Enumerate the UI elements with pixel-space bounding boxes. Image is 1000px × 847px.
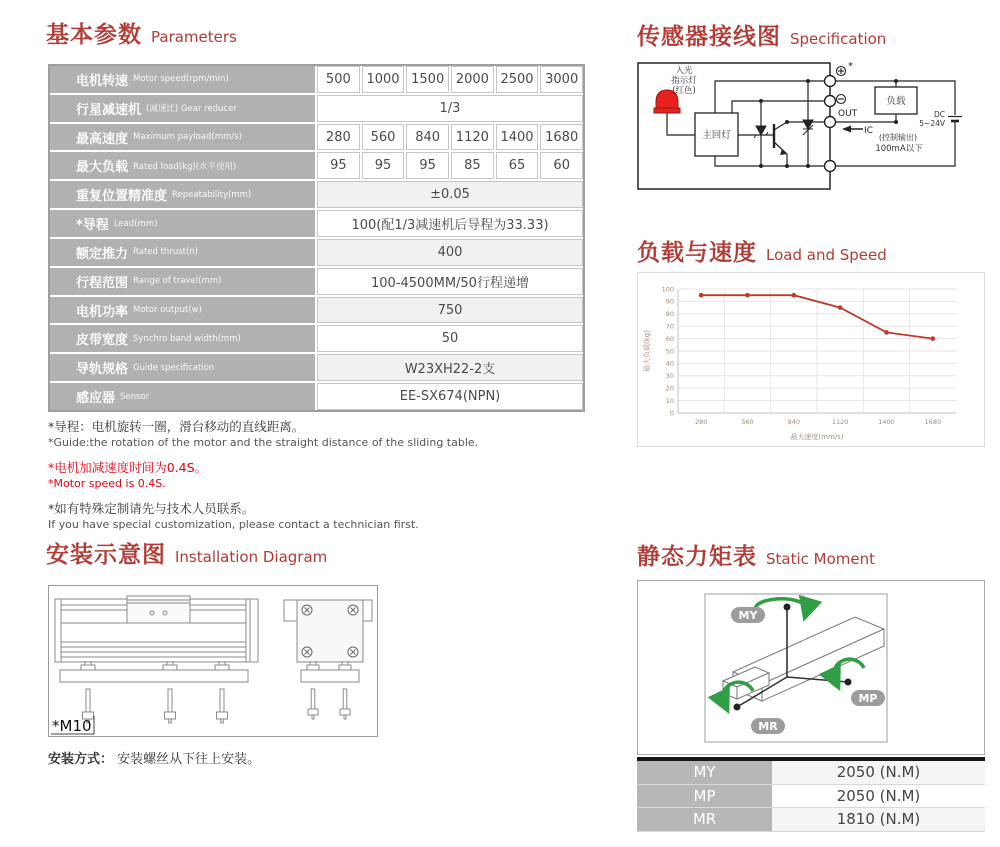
section-title-wiring <box>637 18 886 51</box>
main-lamp-label: 主回灯 <box>702 130 731 141</box>
param-cell: 3000 <box>540 66 583 93</box>
param-row <box>50 325 583 352</box>
param-cell: 840 <box>406 124 449 151</box>
param-label-zh: 重复位置精准度 <box>76 189 168 205</box>
title-en: Static Moment <box>766 550 876 568</box>
moment-row <box>637 761 985 785</box>
param-row <box>50 239 583 266</box>
param-label <box>50 95 315 122</box>
y-tick-label: 70 <box>665 322 674 331</box>
ic-arrow-icon <box>842 126 863 133</box>
param-cell: 1400 <box>496 124 539 151</box>
out-label: OUT <box>838 109 858 119</box>
led-label-1: 入光 <box>675 66 693 76</box>
param-label-en: Lead(mm) <box>113 218 158 229</box>
param-cell: 1500 <box>406 66 449 93</box>
param-cell: 2000 <box>451 66 494 93</box>
param-label-zh: 额定推力 <box>76 246 129 262</box>
param-values <box>317 66 583 93</box>
title-en: Specification <box>790 30 887 48</box>
param-label <box>50 268 315 295</box>
param-label <box>50 66 315 93</box>
dc-voltage-label: 5~24V <box>919 119 945 128</box>
load-speed-chart <box>637 272 985 447</box>
x-tick-label: 1680 <box>924 418 942 426</box>
param-row <box>50 354 583 381</box>
y-tick-label: 0 <box>669 409 674 418</box>
param-label-en: Motor output(w) <box>133 305 202 316</box>
param-row <box>50 383 583 410</box>
param-label-en: Repeatability(mm) <box>172 189 252 200</box>
param-values <box>317 239 583 266</box>
param-values <box>317 124 583 151</box>
dc-label: DC <box>933 110 945 119</box>
moment-rows <box>637 761 985 832</box>
y-tick-label: 30 <box>665 372 674 381</box>
title-zh: 基本参数 <box>46 22 142 48</box>
param-values <box>317 210 583 237</box>
param-label-zh: 感应器 <box>76 391 116 407</box>
title-en: Installation Diagram <box>175 548 328 566</box>
param-values <box>317 152 583 179</box>
actuator-side-view <box>55 596 258 662</box>
plus-star: * <box>848 61 853 72</box>
param-values <box>317 181 583 208</box>
static-moment-table <box>637 757 985 832</box>
param-cell: 2500 <box>496 66 539 93</box>
control-output-label: (控制输出) <box>878 133 918 142</box>
param-label-zh: 电机功率 <box>76 304 129 320</box>
footnote <box>48 458 588 490</box>
param-label <box>50 325 315 352</box>
param-cell: 750 <box>317 297 583 324</box>
title-en: Parameters <box>151 28 237 46</box>
param-cell: 1/3 <box>317 95 583 122</box>
param-cell: 95 <box>362 152 405 179</box>
footnote-en: If you have special customization, please contact a technician first. <box>48 518 419 531</box>
param-row <box>50 66 583 93</box>
param-row <box>50 95 583 122</box>
led-label-2: 指示灯 <box>671 76 697 86</box>
moment-label: MY <box>637 761 772 784</box>
y-tick-label: 60 <box>665 334 674 343</box>
param-label <box>50 210 315 237</box>
load-label: 负载 <box>886 96 906 107</box>
param-cell: W23XH22-2支 <box>317 354 583 381</box>
moment-label: MP <box>637 785 772 808</box>
param-cell: EE-SX674(NPN) <box>317 383 583 410</box>
x-tick-label: 1120 <box>831 418 849 426</box>
param-values <box>317 268 583 295</box>
footnote-en: *Motor speed is 0.4S. <box>48 477 166 490</box>
data-point <box>884 330 889 335</box>
param-cell: ±0.05 <box>317 181 583 208</box>
y-tick-label: 90 <box>665 297 674 306</box>
title-zh: 安装示意图 <box>46 542 166 568</box>
actuator-end-view <box>284 600 372 662</box>
footnotes <box>48 417 588 540</box>
installation-caption <box>48 748 260 767</box>
y-tick-label: 40 <box>665 359 674 368</box>
param-cell: 400 <box>317 239 583 266</box>
param-cell: 95 <box>317 152 360 179</box>
data-point <box>745 293 750 298</box>
param-cell: 85 <box>451 152 494 179</box>
x-tick-label: 840 <box>787 418 801 426</box>
section-title-installation <box>46 536 327 569</box>
param-label <box>50 239 315 266</box>
param-label-en: Guide specification <box>133 362 215 373</box>
param-cell: 1000 <box>362 66 405 93</box>
param-row <box>50 181 583 208</box>
moment-value: 1810 (N.M) <box>772 808 985 831</box>
footnote-en: *Guide:the rotation of the motor and the straight distance of the sliding table. <box>48 436 479 449</box>
param-label <box>50 152 315 179</box>
param-row <box>50 210 583 237</box>
param-label-en: Range of travel(mm) <box>133 276 222 287</box>
plus-terminal-icon <box>837 67 846 76</box>
static-moment-diagram <box>637 580 985 755</box>
caption-label: 安装方式： <box>48 752 114 767</box>
param-cell: 500 <box>317 66 360 93</box>
param-label-zh: 导轨规格 <box>76 362 129 378</box>
param-label-en: Rated load(kg)(水平使用) <box>133 161 237 172</box>
footnote-zh: *导程：电机旋转一圈，滑台移动的直线距离。 <box>48 419 305 434</box>
footnote-zh: *如有特殊定制请先与技术人员联系。 <box>48 501 255 516</box>
param-cell: 100-4500MM/50行程递增 <box>317 268 583 295</box>
param-label-zh: 皮带宽度 <box>76 333 129 349</box>
ic-label: IC <box>864 126 873 136</box>
badge-my: MY <box>738 609 758 622</box>
param-label-zh: 行程范围 <box>76 275 129 291</box>
param-label <box>50 297 315 324</box>
footnote-zh: *电机加减速度时间为0.4S。 <box>48 460 208 475</box>
x-axis-label: 最大速度(mm/s) <box>790 433 844 441</box>
data-point <box>792 293 797 298</box>
y-tick-label: 50 <box>665 347 674 356</box>
badge-mr: MR <box>758 720 778 733</box>
moment-label: MR <box>637 808 772 831</box>
param-label-en: (减速比) Gear reducer <box>146 104 237 115</box>
param-values <box>317 325 583 352</box>
data-point <box>838 305 843 310</box>
param-label-en: Sensor <box>120 391 150 402</box>
title-en: Load and Speed <box>766 246 887 264</box>
param-cell: 100(配1/3减速机后导程为33.33) <box>317 210 583 237</box>
param-cell: 560 <box>362 124 405 151</box>
param-cell: 280 <box>317 124 360 151</box>
param-cell: 1680 <box>540 124 583 151</box>
installation-diagram <box>48 585 378 737</box>
max-current-label: 100mA以下 <box>875 144 923 154</box>
section-title-parameters <box>46 16 237 49</box>
data-point <box>699 293 704 298</box>
param-label-zh: 最高速度 <box>76 131 129 147</box>
minus-terminal-icon <box>837 95 846 104</box>
param-label-en: Synchro band width(mm) <box>133 333 241 344</box>
parameters-table <box>48 64 585 412</box>
badge-mp: MP <box>858 692 878 705</box>
param-row <box>50 297 583 324</box>
section-title-static-moment <box>637 538 875 571</box>
param-label-en: Maximum payload(mm/s) <box>133 132 242 143</box>
param-label-en: Motor speed(rpm/min) <box>133 74 229 85</box>
param-label-zh: *导程 <box>76 218 109 234</box>
param-values <box>317 383 583 410</box>
param-row <box>50 268 583 295</box>
moment-row <box>637 808 985 832</box>
param-label <box>50 124 315 151</box>
footnote <box>48 499 588 531</box>
title-zh: 负载与速度 <box>637 240 757 266</box>
sensor-wiring-diagram <box>637 58 985 192</box>
param-row <box>50 152 583 179</box>
param-cell: 60 <box>540 152 583 179</box>
m10-label: *M10 <box>52 717 92 735</box>
data-point <box>931 336 936 341</box>
param-label <box>50 181 315 208</box>
moment-value: 2050 (N.M) <box>772 785 985 808</box>
param-cell: 95 <box>406 152 449 179</box>
param-values <box>317 297 583 324</box>
footnote <box>48 417 588 449</box>
param-label-en: Rated thrust(n) <box>133 247 198 258</box>
y-tick-label: 80 <box>665 310 674 319</box>
param-label-zh: 行星减速机 <box>76 102 142 118</box>
x-tick-label: 280 <box>694 418 708 426</box>
param-row <box>50 124 583 151</box>
moment-row <box>637 785 985 809</box>
param-values <box>317 354 583 381</box>
led-label-3: (红色) <box>672 86 696 96</box>
moment-value: 2050 (N.M) <box>772 761 985 784</box>
section-title-load-speed <box>637 234 887 267</box>
battery-icon <box>948 117 962 122</box>
y-tick-label: 100 <box>661 285 674 294</box>
load-speed-chart-svg <box>638 273 984 446</box>
param-label-zh: 最大负载 <box>76 160 129 176</box>
param-label-zh: 电机转速 <box>76 73 129 89</box>
title-zh: 静态力矩表 <box>637 544 757 570</box>
param-values <box>317 95 583 122</box>
caption-text: 安装螺丝从下往上安装。 <box>117 752 261 767</box>
param-label <box>50 354 315 381</box>
x-tick-label: 1400 <box>878 418 895 426</box>
title-zh: 传感器接线图 <box>637 24 781 50</box>
param-cell: 1120 <box>451 124 494 151</box>
y-tick-label: 20 <box>665 384 674 393</box>
param-label <box>50 383 315 410</box>
param-cell: 65 <box>496 152 539 179</box>
x-tick-label: 560 <box>741 418 754 426</box>
y-axis-label: 最大负载(kg) <box>643 330 651 372</box>
y-tick-label: 10 <box>665 396 674 405</box>
param-cell: 50 <box>317 325 583 352</box>
